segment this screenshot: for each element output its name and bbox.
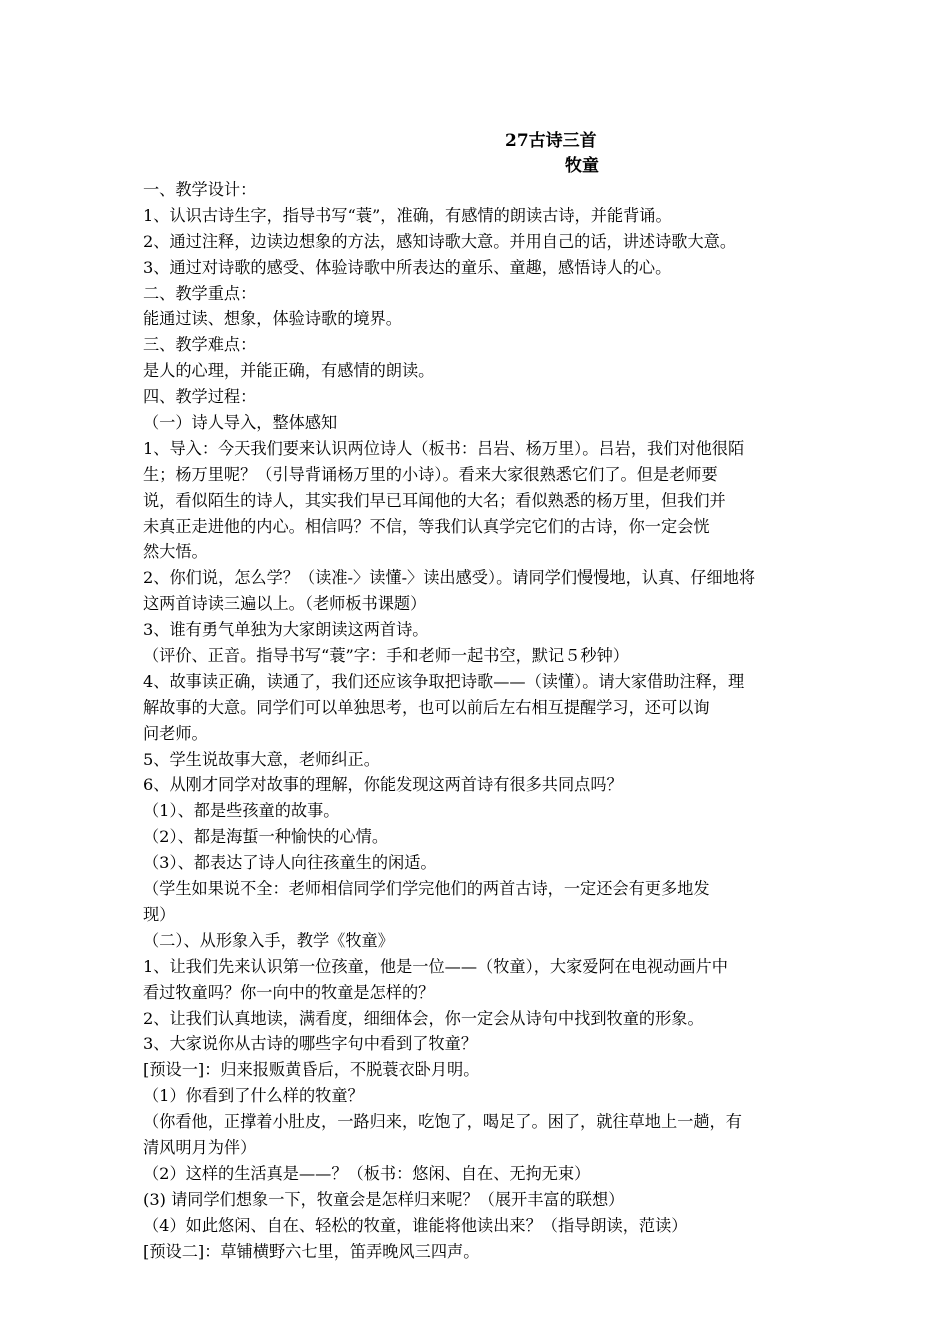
body-line: （一）诗人导入，整体感知 — [143, 413, 338, 433]
body-line: 然大悟。 — [143, 542, 208, 562]
body-line: 3、谁有勇气单独为大家朗读这两首诗。 — [143, 620, 429, 640]
body-line: （1）你看到了什么样的牧童？ — [143, 1086, 364, 1106]
body-line: 3、大家说你从古诗的哪些字句中看到了牧童？ — [143, 1034, 478, 1054]
body-line: 5、学生说故事大意，老师纠正。 — [143, 749, 380, 769]
body-line: 问老师。 — [143, 723, 208, 743]
body-line: 1、导入：今天我们要来认识两位诗人（板书：吕岩、杨万里）。吕岩，我们对他很陌 — [143, 438, 745, 458]
body-line: （评价、正音。指导书写“蓑”字：手和老师一起书空，默记５秒钟） — [143, 646, 629, 666]
body-line: 1、认识古诗生字，指导书写“蓑”，准确，有感情的朗读古诗，并能背诵。 — [143, 205, 672, 225]
body-line: 3、通过对诗歌的感受、体验诗歌中所表达的童乐、童趣，感悟诗人的心。 — [143, 257, 672, 277]
body-line: 6、从刚才同学对故事的理解，你能发现这两首诗有很多共同点吗？ — [143, 775, 623, 795]
document-body — [143, 177, 813, 1264]
body-line: （2）、都是海蜇一种愉快的心情。 — [143, 827, 389, 847]
body-line: 现） — [143, 904, 176, 924]
body-line: 三、教学难点： — [143, 335, 257, 355]
body-line: 1、让我们先来认识第一位孩童，他是一位——（牧童），大家爱阿在电视动画片中 — [143, 956, 728, 976]
body-line: 二、教学重点： — [143, 283, 257, 303]
body-line: 一、教学设计： — [143, 180, 257, 199]
body-line: 2、你们说，怎么学？（读准-〉读懂-〉读出感受）。请同学们慢慢地，认真、仔细地将 — [143, 568, 756, 588]
body-line: 说，看似陌生的诗人，其实我们早已耳闻他的大名；看似熟悉的杨万里，但我们并 — [143, 490, 726, 510]
body-line: （你看他，正撑着小肚皮，一路归来，吃饱了，喝足了。困了，就往草地上一趟，有 — [143, 1112, 742, 1132]
body-line: 看过牧童吗？你一向中的牧童是怎样的？ — [143, 982, 435, 1002]
body-line: 解故事的大意。同学们可以单独思考，也可以前后左右相互提醒学习，还可以询 — [143, 697, 710, 717]
body-line: 2、让我们认真地读，满看度，细细体会，你一定会从诗句中找到牧童的形象。 — [143, 1008, 704, 1028]
body-line: （2）这样的生活真是——？（板书：悠闲、自在、无拘无束） — [143, 1163, 591, 1183]
body-line: 未真正走进他的内心。相信吗？不信，等我们认真学完它们的古诗，你一定会恍 — [143, 516, 710, 536]
body-line: （学生如果说不全：老师相信同学们学完他们的两首古诗，一定还会有更多地发 — [143, 879, 710, 899]
body-line: 这两首诗读三遍以上。（老师板书课题） — [143, 594, 427, 614]
body-line: 生；杨万里呢？（引导背诵杨万里的小诗）。看来大家很熟悉它们了。但是老师要 — [143, 464, 718, 484]
body-line: 是人的心理，并能正确，有感情的朗读。 — [143, 361, 435, 381]
body-line: （二）、从形象入手，教学《牧童》 — [143, 930, 394, 950]
body-line: （1）、都是些孩童的故事。 — [143, 801, 340, 821]
body-line: （4）如此悠闲、自在、轻松的牧童，谁能将他读出来？（指导朗读，范读） — [143, 1215, 688, 1235]
body-line: 四、教学过程： — [143, 387, 257, 407]
body-line: 4、故事读正确，读通了，我们还应该争取把诗歌——（读懂）。请大家借助注释，理 — [143, 671, 745, 691]
body-line: 清风明月为伴） — [143, 1137, 257, 1157]
body-line: [预设二]：草铺横野六七里，笛弄晚风三四声。 — [143, 1241, 480, 1261]
document-subtitle: 牧童 — [565, 156, 599, 176]
document-title: 27古诗三首 — [505, 131, 597, 151]
body-line: 2、通过注释，边读边想象的方法，感知诗歌大意。并用自己的话，讲述诗歌大意。 — [143, 231, 737, 251]
body-line: [预设一]：归来报贩黄昏后，不脱蓑衣卧月明。 — [143, 1060, 480, 1080]
body-line: （3）、都表达了诗人向往孩童生的闲适。 — [143, 853, 437, 873]
body-line: 能通过读、想象，体验诗歌的境界。 — [143, 309, 402, 329]
body-line: (3) 请同学们想象一下，牧童会是怎样归来呢？（展开丰富的联想） — [143, 1189, 625, 1209]
